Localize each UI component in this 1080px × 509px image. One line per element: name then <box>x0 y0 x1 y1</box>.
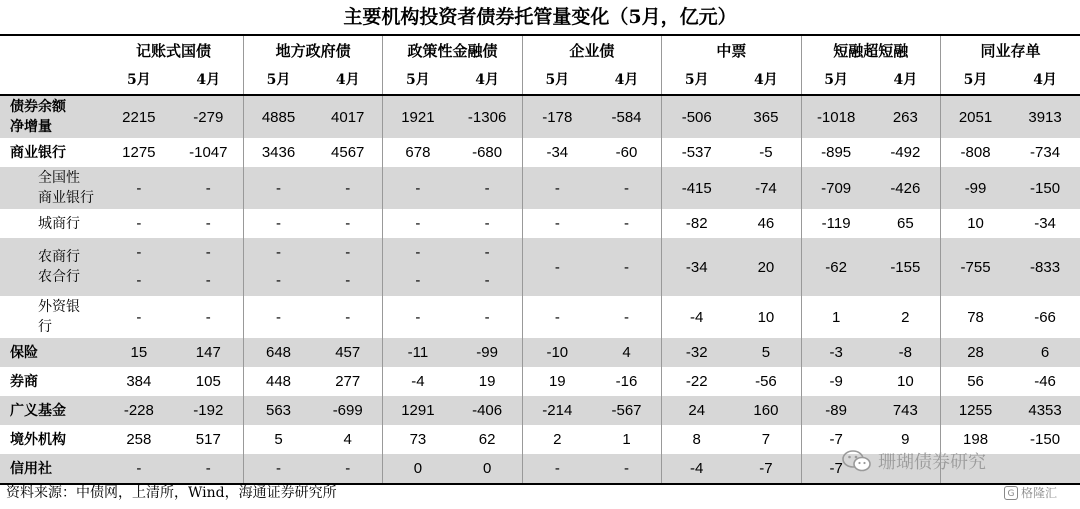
group-header: 政策性金融债 <box>383 35 522 64</box>
brand-text: 格隆汇 <box>1021 486 1058 500</box>
group-header: 记账式国债 <box>104 35 243 64</box>
table-cell: 263 <box>871 95 941 138</box>
table-cell: 1 <box>622 431 631 448</box>
month-header: 5月 <box>801 64 871 95</box>
table-cell: 46 <box>757 215 775 232</box>
row-label: 境外机构 <box>10 431 66 448</box>
table-cell: 2215 <box>104 95 174 138</box>
table-cell: - <box>383 167 453 209</box>
custody-table <box>0 34 1080 485</box>
table-cell: 56 <box>940 367 1010 396</box>
table-cell: -66 <box>1034 308 1056 326</box>
table-cell: -34 <box>1034 215 1056 232</box>
row-label: 商业银行 <box>10 144 66 161</box>
wechat-icon <box>842 449 872 473</box>
table-cell: 4 <box>592 338 662 367</box>
table-cell: -709 <box>801 167 871 209</box>
table-cell: -178 <box>522 95 592 138</box>
table-cell: -808 <box>940 138 1010 167</box>
table-cell: -99 <box>940 167 1010 209</box>
table-cell: 457 <box>313 338 383 367</box>
table-cell: -34 <box>662 238 732 296</box>
table-cell: -1047 <box>189 144 228 161</box>
table-cell: 1255 <box>940 396 1010 425</box>
month-header: 5月 <box>522 64 592 95</box>
table-cell: - <box>174 167 244 209</box>
row-label: 保险 <box>0 338 104 367</box>
table-cell: -7 <box>731 454 801 484</box>
table-cell: -34 <box>522 138 592 167</box>
table-cell: -214 <box>522 396 592 425</box>
month-header: 4月 <box>1010 64 1080 95</box>
table-cell: - <box>136 308 142 326</box>
table-row <box>0 209 1080 238</box>
table-cell: 5 <box>731 338 801 367</box>
group-header: 同业存单 <box>940 35 1080 64</box>
table-cell: - <box>383 209 453 238</box>
month-header: 5月 <box>383 64 453 95</box>
table-cell: 4017 <box>313 95 383 138</box>
table-cell: - <box>205 215 211 232</box>
table-cell: 0 <box>453 454 523 484</box>
table-cell: -755 <box>940 238 1010 296</box>
table-cell: - - <box>243 238 313 296</box>
table-cell: - <box>205 308 211 326</box>
table-cell: -11 <box>383 338 453 367</box>
table-cell: - - <box>383 238 453 296</box>
table-cell: 147 <box>174 338 244 367</box>
table-cell: -415 <box>662 167 732 209</box>
table-cell: - <box>484 215 490 232</box>
table-cell: - <box>453 167 523 209</box>
table-cell: 517 <box>195 431 221 448</box>
month-header: 5月 <box>243 64 313 95</box>
table-cell: 62 <box>478 431 496 448</box>
table-cell: -4 <box>383 367 453 396</box>
table-row <box>0 138 1080 167</box>
table-cell: 4 <box>343 431 352 448</box>
table-row <box>0 95 1080 138</box>
table-cell: 2 <box>901 308 910 326</box>
brand-mark <box>1004 484 1057 501</box>
row-label: 债券余额 净增量 <box>0 95 104 138</box>
row-label: 农商行 农合行 <box>0 238 104 296</box>
table-cell: - <box>104 167 174 209</box>
table-cell: - <box>345 215 351 232</box>
table-cell: -492 <box>890 144 921 161</box>
row-label: 广义基金 <box>0 396 104 425</box>
table-cell: 2 <box>522 425 592 454</box>
table-cell: 5 <box>243 425 313 454</box>
table-cell: -680 <box>472 144 503 161</box>
table-cell: - <box>522 209 592 238</box>
table-cell: 678 <box>383 138 453 167</box>
table-title: 主要机构投资者债券托管量变化（5月，亿元） <box>343 6 737 28</box>
table-cell: 6 <box>1010 338 1080 367</box>
table-cell: -734 <box>1030 144 1061 161</box>
month-header: 5月 <box>940 64 1010 95</box>
table-cell: - <box>345 308 351 326</box>
table-cell: - <box>624 308 630 326</box>
table-cell: -7 <box>801 425 871 454</box>
month-header: 4月 <box>871 64 941 95</box>
table-cell: 7 <box>761 431 771 448</box>
table-cell: -228 <box>104 396 174 425</box>
table-row <box>0 238 1080 296</box>
table-cell: -567 <box>592 396 662 425</box>
table-cell: -4 <box>662 296 732 338</box>
table-cell: -60 <box>615 144 638 161</box>
table-cell: 448 <box>243 367 313 396</box>
table-cell: - <box>243 296 313 338</box>
table-cell: 160 <box>731 396 801 425</box>
table-cell: 10 <box>757 308 775 326</box>
month-header: 4月 <box>453 64 523 95</box>
table-cell: -833 <box>1010 238 1080 296</box>
table-cell: - <box>522 296 592 338</box>
table-cell: - <box>243 209 313 238</box>
source-note: 资料来源：中债网，上清所，Wind，海通证券研究所 <box>6 485 337 501</box>
table-cell: -4 <box>662 454 732 484</box>
table-cell: - <box>174 454 244 484</box>
table-cell: 10 <box>896 373 914 390</box>
table-cell: 0 <box>383 454 453 484</box>
table-cell: -62 <box>801 238 871 296</box>
table-cell: 9 <box>901 431 910 448</box>
table-cell: - <box>243 167 313 209</box>
table-cell: 8 <box>662 425 732 454</box>
table-cell: - <box>383 296 453 338</box>
table-cell: - - <box>104 238 174 296</box>
table-cell: 28 <box>940 338 1010 367</box>
table-cell: -584 <box>592 95 662 138</box>
table-cell: 1291 <box>383 396 453 425</box>
table-cell: 1921 <box>383 95 453 138</box>
table-row <box>0 296 1080 338</box>
table-cell: -3 <box>801 338 871 367</box>
corner-cell <box>0 35 104 64</box>
table-cell: -8 <box>871 338 941 367</box>
table-cell: 24 <box>662 396 732 425</box>
table-cell: 258 <box>126 431 152 448</box>
table-cell: -32 <box>662 338 732 367</box>
table-row <box>0 338 1080 367</box>
watermark-text: 珊瑚债券研究 <box>878 452 986 473</box>
table-cell: -895 <box>801 138 871 167</box>
corner-cell <box>0 64 104 95</box>
table-cell: - <box>104 454 174 484</box>
table-cell: 743 <box>871 396 941 425</box>
table-cell: -82 <box>662 209 732 238</box>
table-cell: 73 <box>383 425 453 454</box>
month-header: 4月 <box>731 64 801 95</box>
table-row <box>0 367 1080 396</box>
table-cell: 3436 <box>243 138 313 167</box>
table-cell: - <box>624 215 630 232</box>
table-cell: - - <box>174 238 244 296</box>
table-cell: 1275 <box>122 144 156 161</box>
row-label: 外资银 行 <box>38 299 80 335</box>
table-cell: - <box>592 167 662 209</box>
table-cell: -426 <box>871 167 941 209</box>
table-cell: -10 <box>522 338 592 367</box>
table-cell: 20 <box>731 238 801 296</box>
table-cell: -699 <box>313 396 383 425</box>
table-cell: -506 <box>662 95 732 138</box>
table-cell: - <box>592 454 662 484</box>
month-header: 4月 <box>174 64 244 95</box>
table-cell: 277 <box>335 373 361 390</box>
table-cell: -9 <box>801 367 871 396</box>
table-cell: 384 <box>126 373 152 390</box>
table-row <box>0 396 1080 425</box>
row-label: 全国性 商业银行 <box>0 167 104 209</box>
table-cell: 4885 <box>243 95 313 138</box>
month-header: 4月 <box>313 64 383 95</box>
table-cell: -155 <box>871 238 941 296</box>
table-cell: -56 <box>755 373 777 390</box>
table-cell: -192 <box>174 396 244 425</box>
table-cell: - <box>136 215 142 232</box>
table-cell: -279 <box>174 95 244 138</box>
table-cell: -99 <box>453 338 523 367</box>
table-cell: 365 <box>731 95 801 138</box>
table-cell: - <box>522 238 592 296</box>
table-cell: -5 <box>759 144 773 161</box>
month-header: 4月 <box>592 64 662 95</box>
table-cell: 19 <box>522 367 592 396</box>
table-cell: -1018 <box>801 95 871 138</box>
table-cell: 10 <box>940 209 1010 238</box>
row-label: 信用社 <box>0 454 104 484</box>
table-cell: -46 <box>1034 373 1056 390</box>
table-cell: 2051 <box>940 95 1010 138</box>
table-cell: 3913 <box>1010 95 1080 138</box>
table-cell: - <box>243 454 313 484</box>
table-row <box>0 167 1080 209</box>
table-cell: 19 <box>478 373 496 390</box>
table-cell: - <box>522 454 592 484</box>
table-cell: 65 <box>896 215 914 232</box>
table-cell: 563 <box>243 396 313 425</box>
table-cell: -1306 <box>453 95 523 138</box>
table-cell: 198 <box>940 425 1010 454</box>
table-cell: -119 <box>801 209 871 238</box>
table-cell: -22 <box>662 367 732 396</box>
table-cell: - <box>313 454 383 484</box>
table-cell: -150 <box>1030 431 1061 448</box>
group-header: 短融超短融 <box>801 35 940 64</box>
table-cell: - - <box>313 238 383 296</box>
table-cell: -150 <box>1010 167 1080 209</box>
table-cell: 4567 <box>331 144 365 161</box>
table-cell: 78 <box>940 296 1010 338</box>
table-cell: - - <box>453 238 523 296</box>
table-cell <box>1010 454 1080 484</box>
row-label: 券商 <box>10 373 38 390</box>
table-cell: 1 <box>801 296 871 338</box>
table-cell: 4353 <box>1010 396 1080 425</box>
table-cell: 105 <box>195 373 221 390</box>
group-header: 中票 <box>662 35 801 64</box>
month-header: 5月 <box>104 64 174 95</box>
group-header: 地方政府债 <box>243 35 382 64</box>
table-cell: -16 <box>615 373 638 390</box>
table-cell: - <box>484 308 490 326</box>
watermark <box>842 448 986 474</box>
group-header: 企业债 <box>522 35 661 64</box>
table-cell: 15 <box>104 338 174 367</box>
table-cell: - <box>522 167 592 209</box>
table-cell: -537 <box>662 138 732 167</box>
table-cell: -406 <box>453 396 523 425</box>
table-cell: - <box>592 238 662 296</box>
brand-logo-icon: G <box>1004 486 1018 500</box>
table-cell: 648 <box>243 338 313 367</box>
month-header-row <box>0 64 1080 95</box>
row-label: 城商行 <box>38 215 80 232</box>
table-cell: -7 <box>801 454 871 484</box>
table-cell: -89 <box>801 396 871 425</box>
month-header: 5月 <box>662 64 732 95</box>
table-cell: - <box>313 167 383 209</box>
table-cell: -74 <box>731 167 801 209</box>
